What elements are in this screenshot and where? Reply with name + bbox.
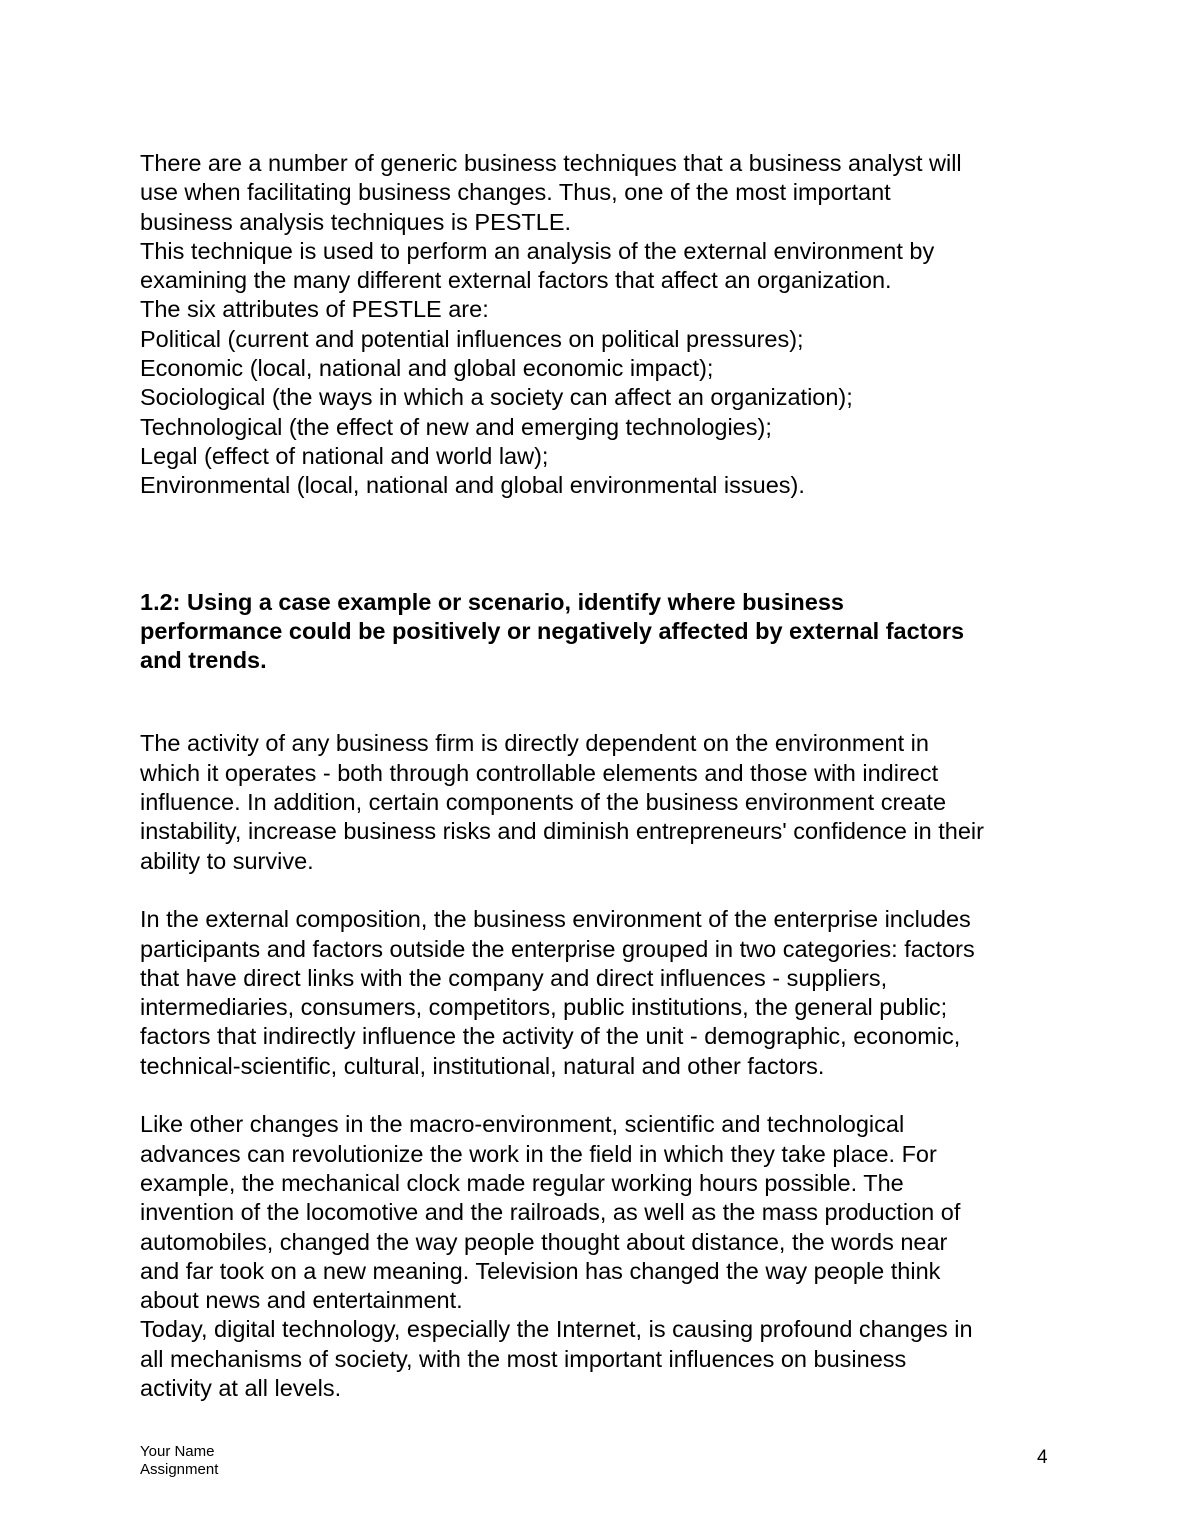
text-line: activity at all levels. [140,1374,342,1401]
pestle-item-sociological: Sociological (the ways in which a society can affect an organization); [140,384,853,411]
paragraph-2 [140,905,1055,1081]
spacer [140,501,1055,588]
intro-paragraph [140,149,1055,501]
text-line: Today, digital technology, especially the Internet, is causing profound changes in [140,1316,973,1343]
pestle-item-environmental: Environmental (local, national and global environmental issues). [140,472,805,499]
text-line: about news and entertainment. [140,1287,463,1314]
text-line: The activity of any business firm is directly dependent on the environment in [140,730,929,757]
text-line: use when facilitating business changes. Thus, one of the most important [140,179,891,206]
spacer [140,1081,1055,1110]
spacer [140,675,1055,729]
pestle-item-political: Political (current and potential influences on political pressures); [140,325,804,352]
footer-name: Your Name [140,1443,215,1460]
text-line: intermediaries, consumers, competitors, public institutions, the general public; [140,994,948,1021]
pestle-item-technological: Technological (the effect of new and emerging technologies); [140,413,772,440]
text-line: Like other changes in the macro-environment, scientific and technological [140,1111,905,1138]
pestle-item-legal: Legal (effect of national and world law); [140,442,549,469]
text-line: There are a number of generic business techniques that a business analyst will [140,150,962,176]
heading-line: 1.2: Using a case example or scenario, identify where business [140,588,844,615]
heading-line: performance could be positively or negatively affected by external factors [140,617,965,644]
paragraph-1 [140,729,1055,875]
paragraph-3 [140,1110,1055,1403]
text-line: example, the mechanical clock made regular working hours possible. The [140,1169,904,1196]
text-line: instability, increase business risks and diminish entrepreneurs' confidence in their [140,818,984,845]
page-content [140,149,1055,1403]
footer-assignment: Assignment [140,1461,219,1478]
text-line: ability to survive. [140,847,314,874]
text-line: automobiles, changed the way people thought about distance, the words near [140,1228,948,1255]
text-line: examining the many different external factors that affect an organization. [140,267,892,294]
text-line: that have direct links with the company and direct influences - suppliers, [140,964,888,991]
text-line: advances can revolutionize the work in the field in which they take place. For [140,1140,937,1167]
spacer [140,876,1055,905]
text-line: technical-scientific, cultural, institutional, natural and other factors. [140,1052,825,1079]
text-line: The six attributes of PESTLE are: [140,296,489,323]
text-line: all mechanisms of society, with the most important influences on business [140,1345,907,1372]
pestle-item-economic: Economic (local, national and global economic impact); [140,355,714,382]
section-heading [140,588,1055,676]
text-line: which it operates - both through controllable elements and those with indirect [140,759,939,786]
page-number: 4 [1037,1447,1048,1468]
text-line: influence. In addition, certain components of the business environment create [140,789,947,816]
heading-line: and trends. [140,647,267,674]
text-line: participants and factors outside the enterprise grouped in two categories: factors [140,935,975,962]
text-line: factors that indirectly influence the activity of the unit - demographic, economic, [140,1023,961,1050]
text-line: business analysis techniques is PESTLE. [140,208,572,235]
text-line: invention of the locomotive and the railroads, as well as the mass production of [140,1199,961,1226]
text-line: In the external composition, the business environment of the enterprise includes [140,906,971,933]
text-line: This technique is used to perform an analysis of the external environment by [140,237,935,264]
footer-author-block [140,1443,218,1479]
text-line: and far took on a new meaning. Television has changed the way people think [140,1257,941,1284]
